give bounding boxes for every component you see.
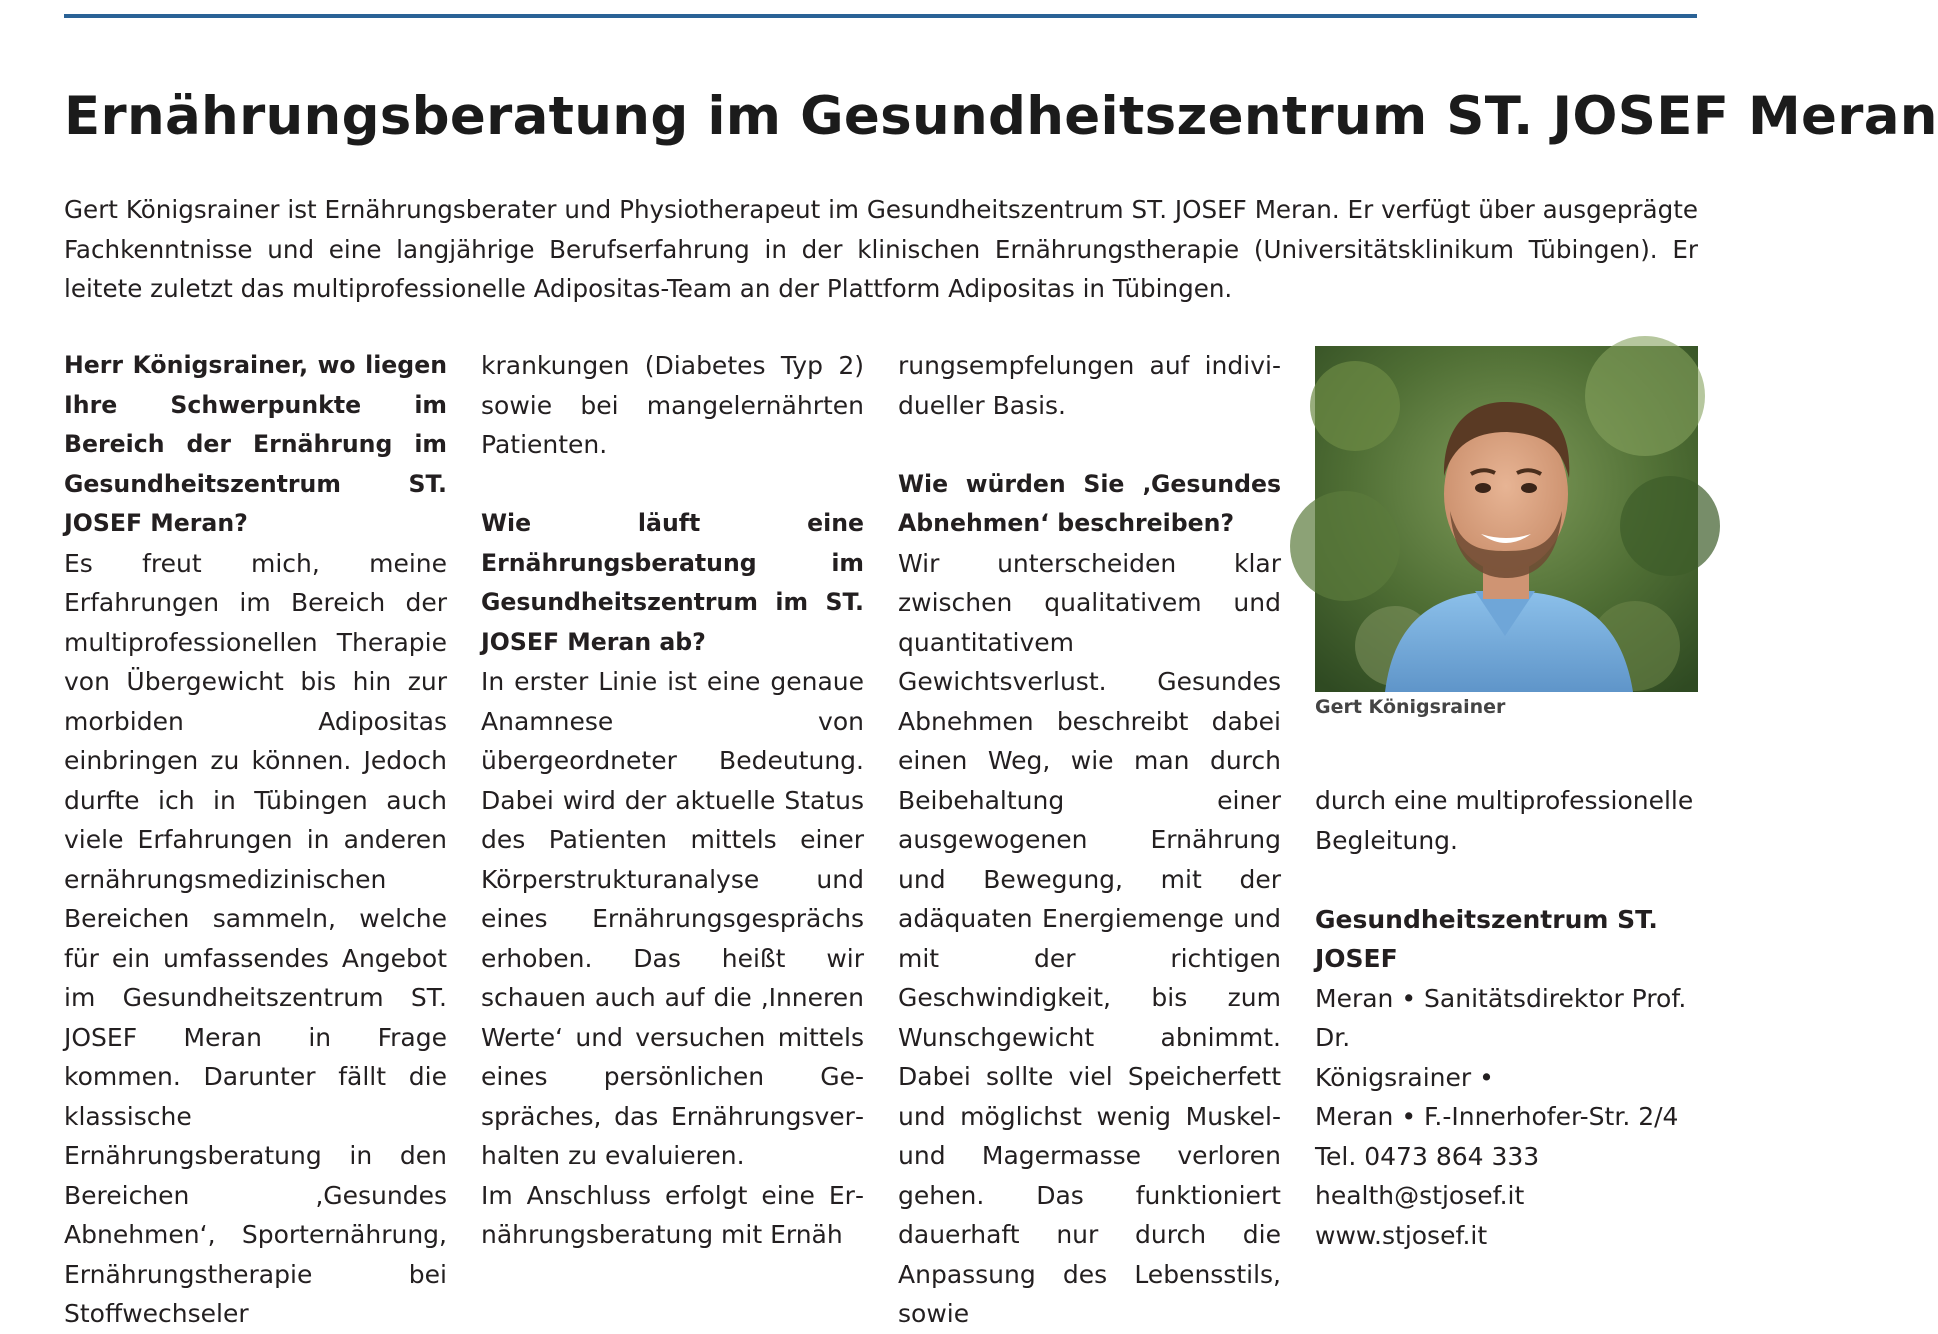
question-1: Herr Königsrainer, wo liegen Ihre Schwerpunkte im Bereich der Ernährung im Gesundheitszentrum ST. JOSEF Meran?	[64, 351, 447, 537]
paragraph-gap	[898, 425, 1281, 465]
answer-1: Es freut mich, meine Erfahrungen im Bereich der multiprofessionellen Therapie von Übergewicht bis hin zur morbiden Adipositas einbringen zu können. Jedoch durfte ich in Tübingen auch viele Erfahrungen in anderen ernährungsmedizinischen Bereichen sammeln, welche für ein umfassendes Angebot im Gesundheitszentrum ST. JOSEF Meran in Frage kommen. Darunter fällt die klassische Ernährungsberatung in den Bereichen ‚Gesundes Abnehmen‘, Sporternährung, Ernährungstherapie bei Stoffwechseler	[64, 548, 447, 1328]
contact-line: Meran • Sanitätsdirektor Prof. Dr.	[1315, 983, 1687, 1052]
contact-phone[interactable]: Tel. 0473 864 333	[1315, 1141, 1540, 1171]
paragraph-gap	[481, 465, 864, 505]
contact-block	[1315, 979, 1698, 1256]
column-2	[481, 346, 864, 1255]
paragraph-gap	[1315, 860, 1698, 900]
answer-3: Wir unterscheiden klar zwischen qualitativem und quantitativem Gewichtsverlust. Gesundes Abnehmen beschreibt dabei einen Weg, wie man durch Beibehaltung einer ausgewogenen Ernährung und Bewegung, mit der adäquaten Energiemenge und mit der richtigen Geschwindigkeit, bis zum Wunschgewicht abnimmt. Dabei sollte viel Speicherfett und möglichst wenig Muskel- und Magermasse verloren gehen. Das funktioniert dauerhaft nur durch die Anpassung des Lebensstils, sowie	[898, 548, 1281, 1328]
contact-email-link[interactable]: health@stjosef.it	[1315, 1181, 1525, 1210]
photo-caption: Gert Königsrainer	[1315, 696, 1506, 718]
answer-3-continued: durch eine multiprofessionelle Begleitung.	[1315, 786, 1694, 855]
page-title: Ernährungsberatung im Gesundheitszentrum ST. JOSEF Meran	[64, 86, 1938, 147]
answer-2: In erster Linie ist eine genaue Anamnese von übergeordneter Bedeutung. Dabei wird der aktuelle Status des Patienten mittels einer Körperstrukturanalyse und eines Ernährungsgesprächs erhoben. Das heißt wir schauen auch auf die ‚Inneren Werte‘ und versuchen mittels eines persönlichen Gespräches, das Ernährungsverhalten zu evaluieren.	[481, 667, 864, 1170]
column-4	[1315, 346, 1698, 722]
answer-2-continued: rungsempfelungen auf individueller Basis.	[898, 351, 1281, 420]
top-rule	[64, 14, 1697, 18]
column-3	[898, 346, 1281, 1334]
contact-website-link[interactable]: www.stjosef.it	[1315, 1220, 1488, 1250]
column-4-text	[1315, 781, 1698, 1255]
column-1	[64, 346, 447, 1334]
contact-title: Gesundheitszentrum ST. JOSEF	[1315, 904, 1658, 973]
answer-2-part-2: Im Anschluss erfolgt eine Ernährungsberatung mit Ernäh	[481, 1180, 864, 1249]
contact-address: Meran • F.-Innerhofer-Str. 2/4	[1315, 1102, 1679, 1131]
contact-line: Königsrainer •	[1315, 1062, 1494, 1092]
question-3: Wie würden Sie ‚Gesundes Abnehmen‘ beschreiben?	[898, 469, 1281, 537]
intro-paragraph: Gert Königsrainer ist Ernährungsberater und Physiotherapeut im Gesundheitszentrum ST. JOSEF Meran. Er verfügt über ausgeprägte Fachkenntnisse und eine langjährige Berufserfahrung in der klinischen Ernährungstherapie (Universitätsklinikum Tübingen). Er leitete zuletzt das multiprofessionelle Adipositas-Team an der Plattform Adipositas in Tübingen.	[64, 195, 1698, 304]
question-2: Wie läuft eine Ernährungsberatung im Gesundheitszentrum im ST. JOSEF Meran ab?	[481, 509, 864, 656]
portrait-photo	[1315, 346, 1698, 692]
answer-1-continued: krankungen (Diabetes Typ 2) sowie bei mangelernährten Patienten.	[481, 351, 864, 459]
